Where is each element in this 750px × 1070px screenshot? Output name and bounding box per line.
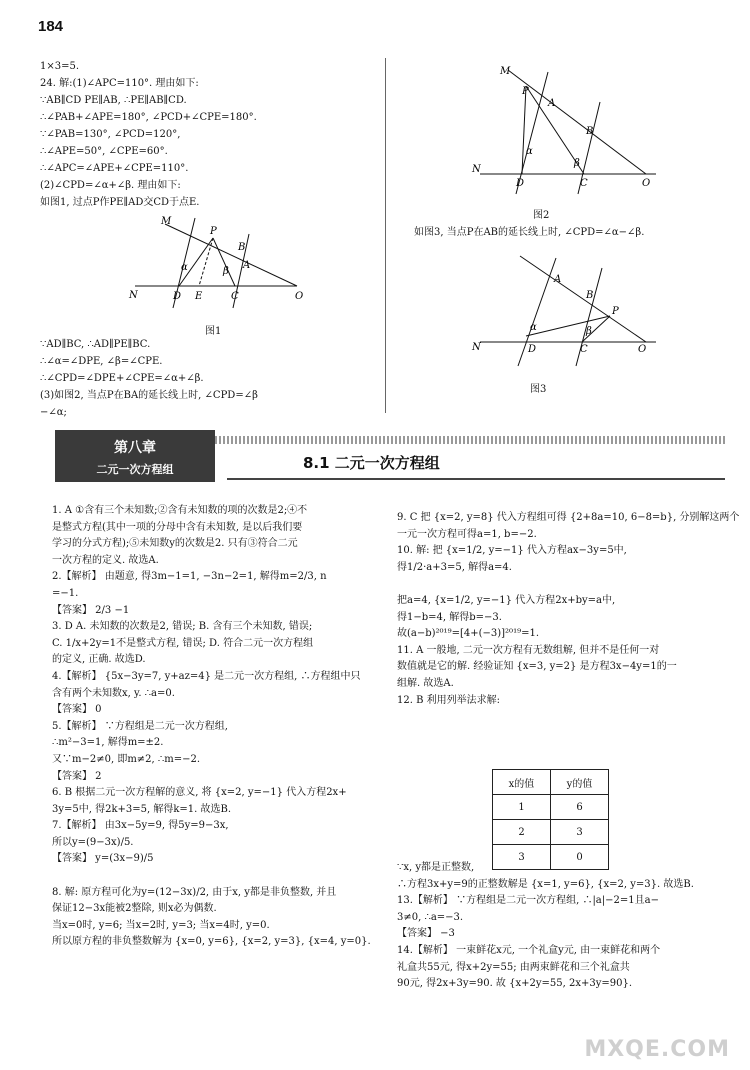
text-line: ∵x, y都是正整数, (397, 862, 475, 873)
text-line: 【答案】 2 (52, 770, 102, 782)
table-cell: 2 (493, 820, 551, 845)
fig3-statement: 如图3, 当点P在AB的延长线上时, ∠CPD=∠α−∠β. (414, 227, 645, 238)
fig1-label-b: B (238, 242, 246, 253)
figure-1-diagram (125, 212, 305, 322)
answer-24-part3 (414, 224, 644, 241)
column-divider (385, 58, 386, 413)
answers-right-column-bottom (397, 860, 694, 993)
text-line: 【答案】 −3 (397, 928, 455, 940)
figure-3 (470, 250, 660, 370)
text-line: 一次方程的定义. 故选A. (52, 554, 159, 566)
text-line: 13.【解析】 ∵方程组是二元一次方程组, ∴|a|−2=1且a− (397, 895, 659, 907)
text-line: 3y=5中, 得2k+3=5, 解得k=1. 故选B. (52, 803, 232, 815)
text-line: ∴方程3x+y=9的正整数解是 {x=1, y=6}, {x=2, y=3}. 故选B. (397, 878, 694, 890)
text-line: ∴∠PAB+∠APE=180°, ∠PCD+∠CPE=180°. (40, 112, 257, 123)
fig3-label-c: C (580, 344, 588, 355)
text-line (397, 576, 739, 593)
figure-2-diagram (470, 62, 660, 197)
text-line: 把a=4, {x=1/2, y=−1} 代入方程2x+by=a中, (397, 594, 616, 606)
text-line: 12. B 利用列举法求解: (397, 694, 500, 706)
section-title: 8.1 二元一次方程组 (303, 454, 440, 472)
table-header-x: x的值 (493, 770, 551, 795)
watermark: MXQE.COM (584, 1037, 730, 1062)
fig1-label-d: D (173, 291, 182, 302)
text-line: 24. 解:(1)∠APC=110°. 理由如下: (40, 78, 199, 89)
text-line: ∵AB∥CD PE∥AB, ∴PE∥AB∥CD. (40, 95, 187, 106)
answers-right-column-top (397, 510, 739, 709)
chapter-title: 第八章 (114, 440, 156, 456)
fig1-label-c: C (231, 291, 239, 302)
text-line: ∴m²−3=1, 解得m=±2. (52, 737, 164, 749)
text-line: 4.【解析】 {5x−3y=7, y+az=4} 是二元一次方程组, ∴方程组中只 (52, 670, 361, 682)
fig1-label-e: E (195, 291, 203, 302)
text-line: ∵AD∥BC, ∴AD∥PE∥BC. (40, 339, 151, 350)
text-line: 如图1, 过点P作PE∥AD交CD于点E. (40, 197, 200, 208)
text-line: 2.【解析】 由题意, 得3m−1=1, −3n−2=1, 解得m=2/3, n (52, 571, 327, 583)
fig2-label-a: A (548, 98, 556, 109)
figure-1 (125, 212, 305, 322)
text-line: (3)如图2, 当点P在BA的延长线上时, ∠CPD=∠β (40, 390, 258, 401)
text-line: 【答案】 y=(3x−9)/5 (52, 853, 154, 865)
text-line: 5.【解析】 ∵方程组是二元一次方程组, (52, 720, 228, 732)
fig2-label-b: B (586, 126, 594, 137)
table-cell: 3 (551, 820, 609, 845)
table-cell: 0 (551, 845, 609, 870)
fig3-label-a: A (554, 274, 562, 285)
chapter-banner (55, 430, 725, 482)
text-line: 8. 解: 原方程可化为y=(12−3x)/2, 由于x, y都是非负整数, 并且 (52, 886, 337, 898)
text-line: 11. A 一般地, 二元一次方程有无数组解, 但并不是任何一对 (397, 644, 660, 656)
fig2-label-m: M (500, 66, 511, 77)
fig2-label-alpha: α (526, 146, 533, 157)
figure-2-caption: 图2 (533, 210, 550, 221)
text-line: 一元一次方程可得a=1, b=−2. (397, 528, 537, 540)
fig2-label-p: P (522, 86, 529, 97)
table-cell: 6 (551, 795, 609, 820)
fig3-label-alpha: α (530, 322, 537, 333)
table-cell: 3 (493, 845, 551, 870)
text-line: 所以y=(9−3x)/5. (52, 836, 134, 848)
text-line: 含有两个未知数x, y. ∴a=0. (52, 687, 175, 699)
text-line: 1. A ①含有三个未知数;②含有未知数的项的次数是2;④不 (52, 505, 308, 516)
fig2-label-beta: β (574, 158, 580, 169)
text-line: 9. C 把 {x=2, y=8} 代入方程组可得 {2+8a=10, 6−8=b}, 分别解这两个 (397, 512, 740, 523)
fig1-label-n: N (129, 290, 138, 301)
text-line (52, 868, 371, 885)
text-line: 得1−b=4, 解得b=−3. (397, 611, 502, 623)
text-line: ∴∠CPD=∠DPE+∠CPE=∠α+∠β. (40, 373, 204, 384)
fig3-label-o: O (638, 344, 647, 355)
fig1-label-o: O (295, 291, 304, 302)
text-line: ∵∠PAB=130°, ∠PCD=120°, (40, 129, 181, 140)
table-row (493, 820, 609, 845)
fig1-label-alpha: α (181, 262, 188, 273)
fig3-label-p: P (612, 306, 619, 317)
text-line: 3≠0, ∴a=−3. (397, 911, 464, 923)
table-row (493, 795, 609, 820)
answer-24-part1 (40, 58, 257, 211)
figure-2 (470, 62, 660, 197)
text-line: 1×3=5. (40, 61, 80, 72)
text-line: ∴∠APC=∠APE+∠CPE=110°. (40, 163, 189, 174)
text-line: 礼盒共55元, 得x+2y=55; 由两束鲜花和三个礼盒共 (397, 961, 630, 973)
fig1-label-m: M (161, 216, 172, 227)
text-line: 14.【解析】 一束鲜花x元, 一个礼盒y元, 由一束鲜花和两个 (397, 944, 661, 956)
table-header-row (493, 770, 609, 795)
text-line: 组解. 故选A. (397, 677, 454, 689)
text-line: ∴∠α=∠DPE, ∠β=∠CPE. (40, 356, 163, 367)
text-line: −∠α; (40, 407, 67, 418)
fig1-label-p: P (210, 226, 217, 237)
text-line: 学习的分式方程);⑤未知数y的次数是2. 只有③符合二元 (52, 538, 298, 550)
text-line: (2)∠CPD=∠α+∠β. 理由如下: (40, 180, 181, 191)
answers-left-column (52, 503, 371, 951)
fig3-label-d: D (528, 344, 537, 355)
fig2-label-o: O (642, 178, 651, 189)
table-header-y: y的值 (551, 770, 609, 795)
text-line: 的定义, 正确. 故选D. (52, 654, 146, 666)
figure-3-diagram (470, 250, 660, 370)
figure-1-caption: 图1 (205, 326, 222, 337)
text-line: 故(a−b)²⁰¹⁹=[4+(−3)]²⁰¹⁹=1. (397, 628, 540, 640)
fig1-label-beta: β (223, 266, 229, 277)
text-line: C. 1/x+2y=1不是整式方程, 错误; D. 符合二元一次方程组 (52, 637, 314, 649)
text-line: =−1. (52, 587, 79, 599)
fig2-label-d: D (516, 178, 525, 189)
fig1-label-a: A (243, 260, 251, 271)
text-line: 得1/2·a+3=5, 解得a=4. (397, 561, 512, 573)
figure-3-caption: 图3 (530, 384, 547, 395)
text-line: 6. B 根据二元一次方程解的意义, 将 {x=2, y=−1} 代入方程2x+ (52, 787, 347, 799)
text-line: 当x=0时, y=6; 当x=2时, y=3; 当x=4时, y=0. (52, 919, 270, 931)
text-line: 数值就是它的解. 经验证知 {x=3, y=2} 是方程3x−4y=1的一 (397, 661, 677, 673)
fig2-label-c: C (580, 178, 588, 189)
fig3-label-beta: β (586, 326, 592, 337)
page-number: 184 (38, 18, 64, 35)
text-line: 90元, 得2x+3y=90. 故 {x+2y=55, 2x+3y=90}. (397, 978, 633, 990)
chapter-subtitle: 二元一次方程组 (96, 463, 174, 476)
chapter-label-box (55, 430, 215, 482)
solution-table (492, 769, 609, 870)
fig3-label-n: N (472, 342, 481, 353)
text-line: 【答案】 2/3 −1 (52, 604, 130, 616)
section-underline (227, 478, 725, 480)
table-cell: 1 (493, 795, 551, 820)
fig3-label-b: B (586, 290, 594, 301)
fig2-label-n: N (472, 164, 481, 175)
text-line: 【答案】 0 (52, 704, 102, 716)
banner-stripe (215, 436, 725, 444)
answer-24-part2 (40, 336, 258, 421)
text-line: 所以原方程的非负整数解为 {x=0, y=6}, {x=2, y=3}, {x=4, y=0}. (52, 936, 371, 948)
text-line: 是整式方程(其中一项的分母中含有未知数, 是以后我们要 (52, 521, 303, 533)
text-line: 7.【解析】 由3x−5y=9, 得5y=9−3x, (52, 820, 229, 832)
text-line: ∴∠APE=50°, ∠CPE=60°. (40, 146, 168, 157)
text-line: 3. D A. 未知数的次数是2, 错误; B. 含有三个未知数, 错误; (52, 621, 313, 633)
text-line: 10. 解: 把 {x=1/2, y=−1} 代入方程ax−3y=5中, (397, 545, 627, 557)
text-line: 又∵m−2≠0, 即m≠2, ∴m=−2. (52, 753, 201, 765)
text-line: 保证12−3x能被2整除, 则x必为偶数. (52, 903, 217, 915)
